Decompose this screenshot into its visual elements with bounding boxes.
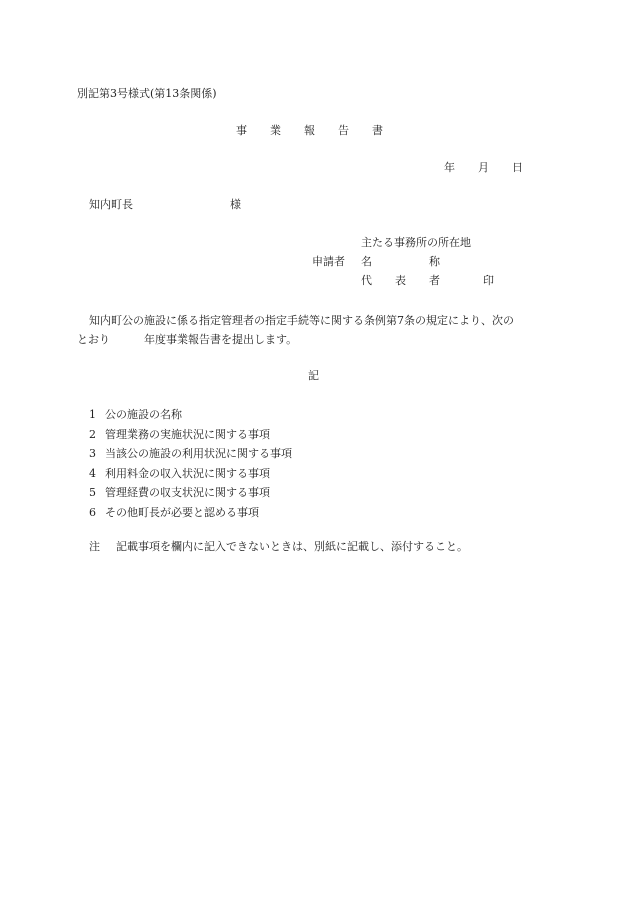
addressee-honorific: 様 xyxy=(230,198,241,211)
note-text: 記載事項を欄内に記入できないときは、別紙に記載し、添付すること。 xyxy=(116,540,468,553)
list-item xyxy=(89,503,292,523)
seal-mark-label: 印 xyxy=(483,274,494,287)
note xyxy=(89,540,468,554)
list-item xyxy=(89,425,292,445)
applicant-name-label-1: 名 xyxy=(361,255,372,268)
body-line-2-start: とおり xyxy=(77,333,110,346)
body-paragraph xyxy=(77,311,553,349)
item-text: 公の施設の名称 xyxy=(105,408,182,421)
applicant-label: 申請者 xyxy=(312,255,345,268)
item-number: 3 xyxy=(89,447,96,460)
item-text: 利用料金の収入状況に関する事項 xyxy=(105,466,270,480)
title-char: 告 xyxy=(338,124,349,137)
item-number: 1 xyxy=(89,408,96,421)
applicant-name-label-2: 称 xyxy=(429,255,440,268)
body-line-2-end: 年度事業報告書を提出します。 xyxy=(144,333,298,346)
item-text: その他町長が必要と認める事項 xyxy=(105,505,259,519)
rep-char: 表 xyxy=(395,274,406,287)
body-line-2 xyxy=(77,330,553,349)
list-item xyxy=(89,483,292,503)
ki-heading: 記 xyxy=(308,369,319,382)
body-line-1: 知内町公の施設に係る指定管理者の指定手続等に関する条例第7条の規定により、次の xyxy=(89,314,514,327)
title-char: 事 xyxy=(236,124,247,137)
rep-char: 者 xyxy=(429,274,440,287)
item-text: 管理経費の収支状況に関する事項 xyxy=(105,486,270,499)
date-year-label: 年 xyxy=(444,161,455,174)
item-text: 管理業務の実施状況に関する事項 xyxy=(105,427,270,441)
item-number: 4 xyxy=(89,466,96,480)
item-number: 5 xyxy=(89,486,96,499)
title-char: 書 xyxy=(372,124,383,137)
date-month-label: 月 xyxy=(478,161,489,174)
addressee-name: 知内町長 xyxy=(89,198,133,211)
rep-char: 代 xyxy=(361,274,372,287)
list-item xyxy=(89,464,292,484)
items-list xyxy=(89,405,292,522)
title-char: 業 xyxy=(270,124,281,137)
item-text: 当該公の施設の利用状況に関する事項 xyxy=(105,447,292,460)
item-number: 2 xyxy=(89,427,96,441)
title-char: 報 xyxy=(304,124,315,137)
item-number: 6 xyxy=(89,505,96,519)
date-day-label: 日 xyxy=(512,161,523,174)
list-item xyxy=(89,444,292,464)
form-label: 別記第3号様式(第13条関係) xyxy=(77,87,217,100)
applicant-representative-line xyxy=(361,274,494,288)
date-line xyxy=(444,161,523,175)
document-title xyxy=(236,124,383,138)
note-label: 注 xyxy=(89,540,100,553)
applicant-address-label: 主たる事務所の所在地 xyxy=(361,236,471,249)
applicant-name-line xyxy=(361,255,440,269)
list-item xyxy=(89,405,292,425)
